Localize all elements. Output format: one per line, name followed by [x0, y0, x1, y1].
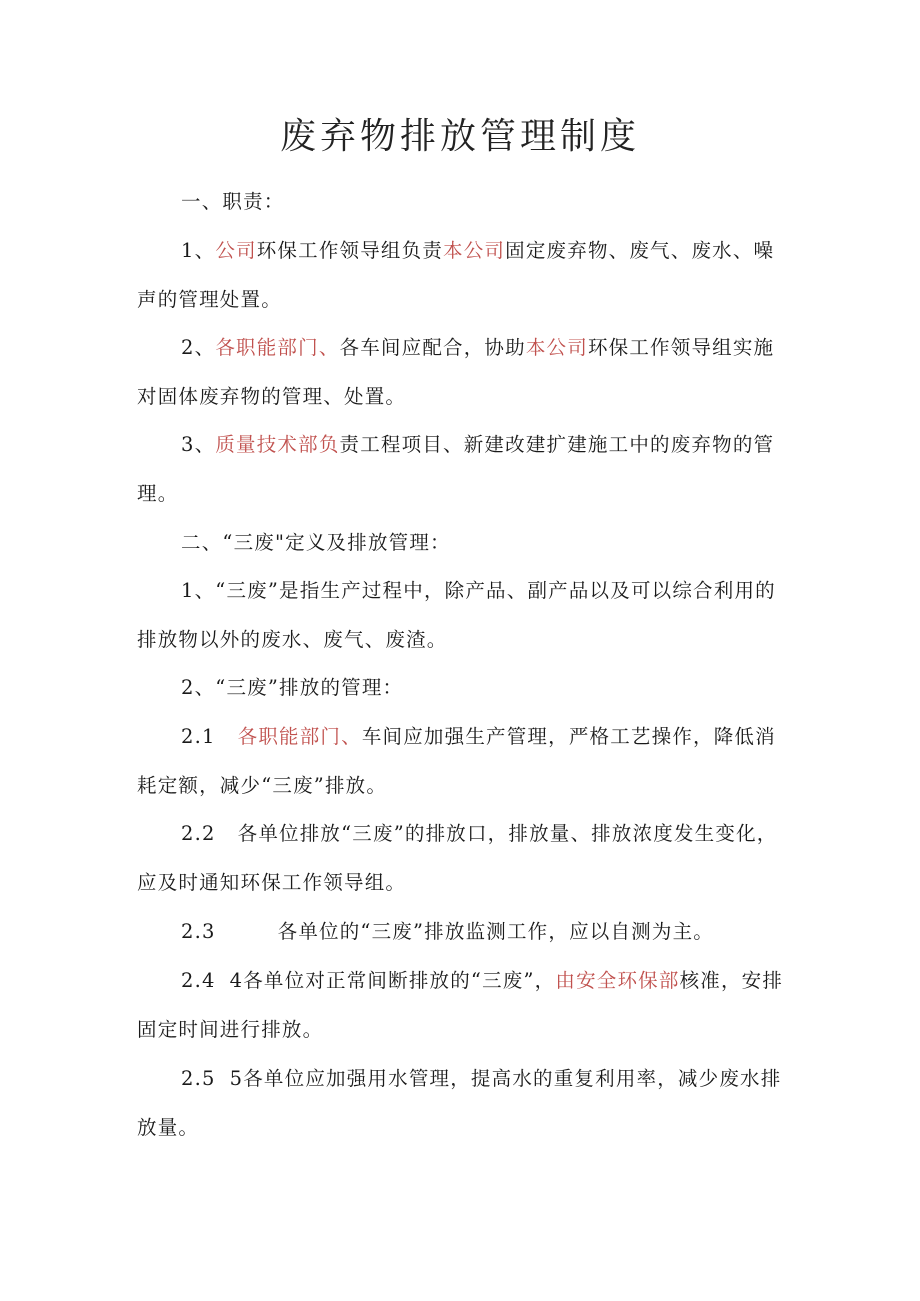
body-text: 4各单位对正常间断排放的“三废”，	[229, 969, 556, 992]
section-1-heading: 一、职责：	[181, 190, 285, 213]
rule-2-5	[137, 1054, 787, 1152]
highlight-text: 由安全环保部	[555, 969, 680, 992]
body-text: 环保工作领导组实施对固体废弃物的管理、处置。	[137, 336, 775, 408]
duty-item-2	[137, 323, 787, 421]
duty-item-3	[137, 420, 787, 518]
body-text: 5各单位应加强用水管理，提高水的重复利用率，减少废水排放量。	[137, 1067, 782, 1139]
definition-item-1: 1、“三废”是指生产过程中，除产品、副产品以及可以综合利用的排放物以外的废水、废气、废渣。	[137, 579, 776, 651]
rule-2-2	[137, 809, 787, 907]
document-title: 废弃物排放管理制度	[279, 116, 640, 157]
item-number: 2.3	[181, 920, 216, 943]
item-number: 2.2	[181, 822, 216, 845]
rule-2-4	[137, 956, 787, 1054]
section-2-heading: 二、“三废"定义及排放管理：	[181, 531, 451, 554]
duty-item-1	[137, 226, 787, 324]
item-number: 2.4	[181, 969, 216, 992]
body-text: 环保工作领导组负责	[256, 239, 444, 262]
body-text: 责工程项目、新建改建扩建施工中的废弃物的管理。	[137, 433, 775, 505]
highlight-text: 各职能部门、	[215, 336, 340, 359]
body-text: 固定废弃物、废气、废水、噪声的管理处置。	[137, 239, 775, 311]
item-number: 2、	[181, 336, 216, 359]
definition-item-2: 2、“三废”排放的管理：	[181, 676, 404, 699]
item-number: 1、	[181, 239, 216, 262]
highlight-text: 公司	[215, 239, 257, 262]
highlight-text: 质量技术部负	[215, 433, 340, 456]
body-text: 各单位的“三废”排放监测工作，应以自测为主。	[277, 920, 714, 943]
rule-2-3	[137, 907, 787, 956]
item-number: 2.5	[181, 1067, 216, 1090]
highlight-text: 各职能部门、	[237, 725, 362, 748]
body-text: 各车间应配合，协助	[339, 336, 526, 359]
item-number: 2.1	[181, 725, 216, 748]
body-text: 车间应加强生产管理，严格工艺操作，降低消耗定额，减少“三废”排放。	[137, 725, 776, 797]
item-number: 3、	[181, 433, 216, 456]
rule-2-1	[137, 712, 787, 810]
body-text: 各单位排放“三废”的排放口，排放量、排放浓度发生变化，应及时通知环保工作领导组。	[137, 822, 778, 894]
highlight-text: 本公司	[525, 336, 588, 359]
body-text: 核准，安排固定时间进行排放。	[137, 969, 784, 1041]
highlight-text: 本公司	[443, 239, 506, 262]
